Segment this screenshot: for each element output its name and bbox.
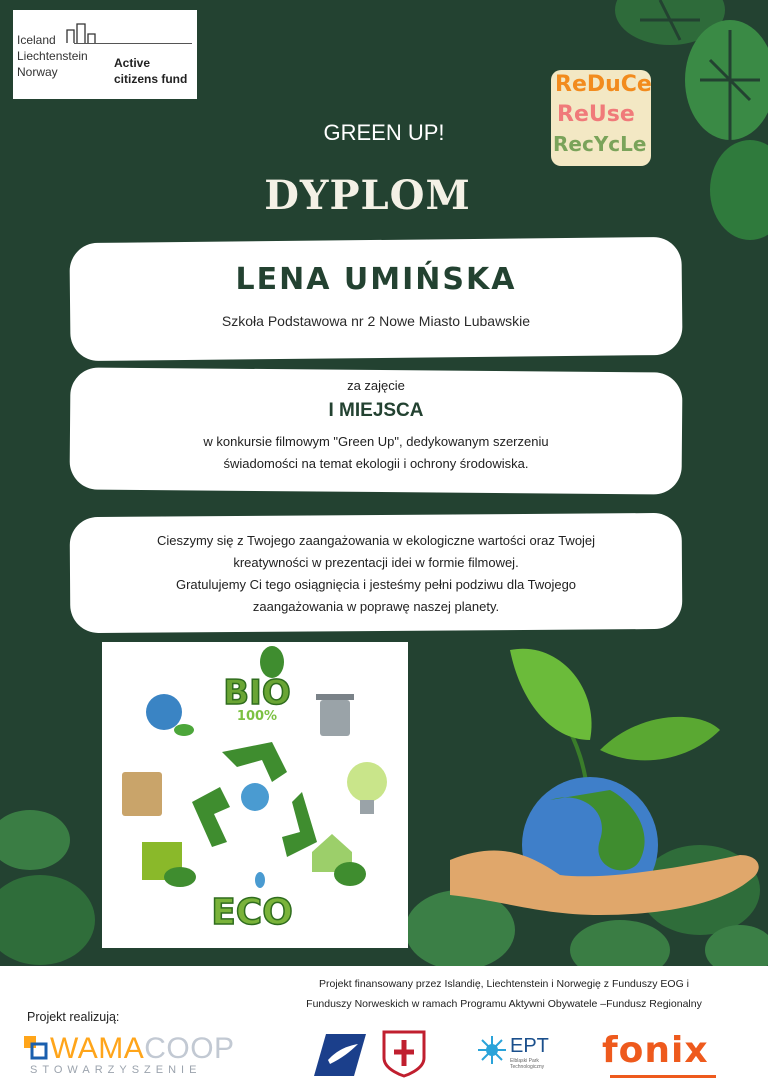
recycle-text: RecYcLe — [553, 132, 647, 156]
globe-icon — [241, 783, 269, 811]
ept-logo-text: EPT — [510, 1035, 549, 1057]
ept-subtitle: Elbląski Park Technologiczny — [510, 1058, 545, 1070]
recycle-icons-illustration — [102, 642, 408, 948]
event-name: GREEN UP! — [323, 120, 445, 145]
water-drop-icon — [255, 872, 265, 888]
active-citizens-fund-logo — [13, 10, 197, 99]
earth-icon — [146, 694, 182, 730]
recipient-school: Szkoła Podstawowa nr 2 Nowe Miasto Lubawskie — [221, 313, 531, 329]
reduce-text: ReDuCe — [555, 72, 652, 97]
funding-note: Projekt finansowany przez Islandię, Liechtenstein i Norwegię z Funduszy EOG i Funduszy Norweskich w ramach Programu Aktywni Obywatele –Fundusz Regionalny — [306, 978, 702, 1010]
earth-in-hand-illustration — [440, 630, 768, 930]
reuse-text: ReUse — [557, 102, 635, 127]
logo-countries: Iceland Liechtenstein Norway — [17, 33, 88, 79]
bio-label: BIO — [223, 673, 291, 713]
reduce-reuse-recycle-badge — [551, 70, 651, 166]
award-intro: za zajęcie — [347, 378, 405, 393]
partners-label: Projekt realizują: — [27, 1010, 120, 1024]
award-description: w konkursie filmowym "Green Up", dedykowanym szerzeniu świadomości na temat ekologii i ochrony środowiska. — [203, 434, 549, 471]
light-bulb-icon — [347, 762, 387, 802]
wama-coop-symbol-icon — [22, 1034, 48, 1060]
diploma-title: DYPLOM — [264, 172, 471, 219]
municipality-crest-icon — [312, 1030, 368, 1080]
fonix-logo: fonix — [602, 1030, 709, 1071]
recipient-card — [69, 237, 682, 361]
coat-of-arms-icon — [382, 1030, 426, 1078]
congratulation-message: Cieszymy się z Twojego zaangażowania w ekologiczne wartości oraz Twojej kreatywności w prezentacji idei w formie filmowej. Gratulujemy Ci tego osiągnięcia i jesteśmy pełni podziwu dla Twojego zaangażowania w poprawę naszej planety. — [156, 533, 596, 614]
paper-bag-icon — [122, 772, 162, 816]
eco-label: ECO — [211, 892, 293, 933]
bio-percent: 100% — [236, 709, 278, 724]
logo-divider — [74, 43, 192, 44]
small-leaf-icon — [600, 717, 720, 761]
logo-fund-name: Active citizens fund — [114, 56, 188, 86]
wama-coop-subtitle: STOWARZYSZENIE — [30, 1064, 202, 1076]
trash-can-icon — [320, 700, 350, 736]
big-leaf-icon — [510, 649, 592, 740]
ept-logo-icon — [476, 1034, 508, 1066]
fonix-underline — [610, 1075, 716, 1078]
recipient-name: LENA UMIŃSKA — [235, 262, 517, 297]
award-place: I MIEJSCA — [328, 400, 424, 421]
eco-icons-graphic — [102, 642, 408, 948]
wama-coop-logo: WAMACOOP — [50, 1032, 235, 1065]
